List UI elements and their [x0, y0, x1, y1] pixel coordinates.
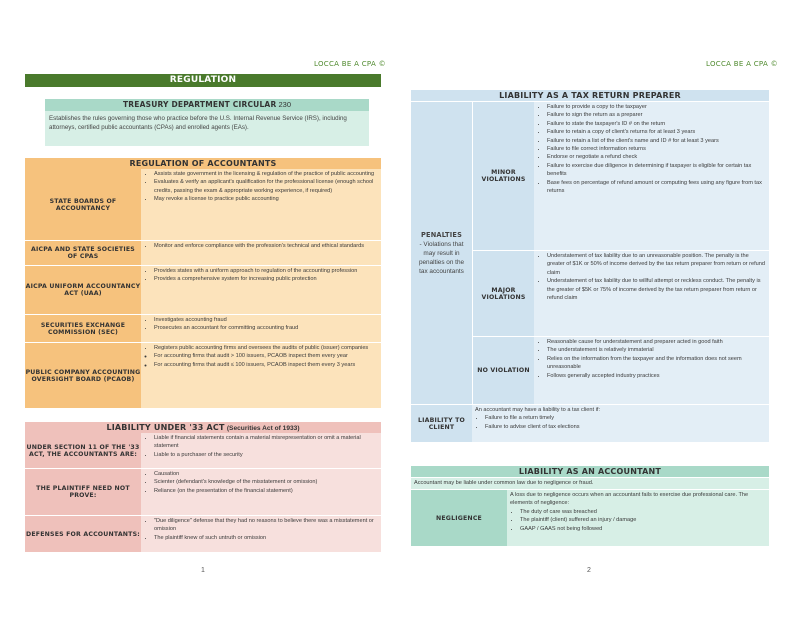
list-item: • Failure to file correct information returns	[547, 145, 766, 153]
liability33-title-bar	[25, 422, 381, 433]
accountants-row-aicpa	[25, 241, 381, 265]
no-violation-label: NO VIOLATION	[473, 337, 534, 404]
treasury-description: Establishes the rules governing those who practice before the U.S. Internal Revenue Service (IRS), including attorneys, certified public accountants (CPAs) and enrolled agents (EAs).	[45, 111, 369, 146]
list-item: • Evaluates & verify an applicant's qualification for the professional license (enough school credits, passing the exam & appropriate working experience, if required)	[154, 178, 378, 195]
list-item: • Investigates accounting fraud	[154, 316, 378, 324]
row-label: STATE BOARDS OF ACCOUNTANCY	[25, 169, 141, 240]
list-item: • Reliance (on the presentation of the financial statement)	[154, 487, 378, 495]
list-item: • Relies on the information from the taxpayer and the information does not seem unreasonable	[547, 355, 766, 372]
list-item: • Failure to retain a copy of client's returns for at least 3 years	[547, 128, 766, 136]
list-item: • Liable to a purchaser of the security	[154, 451, 378, 459]
list-subitem: ◦ For accounting firms that audit > 100 issuers, PCAOB inspect them every year	[154, 352, 378, 360]
accountants-row-pcaob	[25, 343, 381, 408]
treasury-title-bar	[45, 99, 369, 111]
list-item: • Failure to state the taxpayer's ID # on the return	[547, 120, 766, 128]
accountants-row-state-boards	[25, 169, 381, 240]
page-number: 1	[201, 567, 205, 574]
liability33-row-section11	[25, 433, 381, 468]
client-intro: An accountant may have a liability to a tax client if:	[475, 407, 600, 413]
page-number: 2	[587, 567, 591, 574]
list-item: • Scienter (defendant's knowledge of the misstatement or omission)	[154, 478, 378, 486]
list-item: • The plaintiff knew of such untruth or omission	[154, 534, 378, 542]
negligence-row	[411, 490, 769, 546]
liability33-row-defenses	[25, 516, 381, 552]
list-item: • Assists state government in the licensing & regulation of the practice of public accounting	[154, 170, 378, 178]
list-item: • Causation	[154, 470, 378, 478]
treasury-title: TREASURY DEPARTMENT CIRCULAR	[122, 100, 277, 109]
list-item: • Failure to sign the return as a preparer	[547, 111, 766, 119]
penalties-label: PENALTIES	[420, 230, 463, 239]
brand-logo-text: LOCCA BE A CPA ©	[314, 60, 386, 68]
list-item: • Provides a comprehensive system for increasing public protection	[154, 275, 378, 283]
accountant-intro: Accountant may be liable under common law due to negligence or fraud.	[411, 478, 769, 489]
list-item: • "Due diligence" defense that they had no reasons to believe there was a misstatement or omission	[154, 517, 378, 534]
list-item: • Liable if financial statements contain a material misrepresentation or omit a material statement	[154, 434, 378, 451]
brand-logo-text: LOCCA BE A CPA ©	[706, 60, 778, 68]
list-item: • May revoke a license to practice public accounting	[154, 195, 378, 203]
row-label: DEFENSES FOR ACCOUNTANTS:	[25, 516, 141, 552]
liability33-title: LIABILITY UNDER '33 ACT	[106, 423, 225, 432]
minor-label: MINOR VIOLATIONS	[473, 102, 534, 250]
liability33-subtitle: (Securities Act of 1933)	[226, 425, 300, 432]
list-item: • Failure to provide a copy to the taxpayer	[547, 103, 766, 111]
list-item: • Reasonable cause for understatement and preparer acted in good faith	[547, 338, 766, 346]
accountant-title: LIABILITY AS AN ACCOUNTANT	[411, 466, 769, 477]
list-item: • Endorse or negotiate a refund check	[547, 153, 766, 161]
list-item: • Understatement of tax liability due to an unreasonable position. The penalty is the greater of $1K or 50% of income derived by the tax return preparer from return or refund claim	[547, 252, 766, 277]
row-label: SECURITIES EXCHANGE COMMISSION (SEC)	[25, 315, 141, 342]
preparer-title: LIABILITY AS A TAX RETURN PREPARER	[411, 90, 769, 101]
penalties-cell	[411, 102, 472, 404]
list-item: • Failure to retain a list of the client's name and ID # for at least 3 years	[547, 137, 766, 145]
accountants-title: REGULATION OF ACCOUNTANTS	[25, 158, 381, 169]
no-violation-row	[473, 337, 769, 404]
list-item: • The plaintiff (client) suffered an injury / damage	[520, 516, 766, 524]
row-label: THE PLAINTIFF NEED NOT PROVE:	[25, 469, 141, 515]
state-boards-list	[144, 170, 378, 204]
page-2	[397, 0, 794, 635]
row-label: AICPA UNIFORM ACCOUNTANCY ACT (UAA)	[25, 266, 141, 314]
list-item: • Understatement of tax liability due to willful attempt or reckless conduct. The penalty is the greater of $5K or 75% of income derived by the tax return preparer from return or refund claim	[547, 277, 766, 302]
liability-to-client-row	[411, 405, 769, 442]
minor-violations-row	[473, 102, 769, 250]
list-item: • Failure to advise client of tax elections	[485, 423, 766, 431]
row-label: UNDER SECTION 11 OF THE '33 ACT, THE ACCOUNTANTS ARE:	[25, 433, 141, 468]
accountants-row-uaa	[25, 266, 381, 314]
list-item: • Follows generally accepted industry practices	[547, 372, 766, 380]
negligence-description: A loss due to negligence occurs when an accountant fails to exercise due professional care. The elements of negligence:	[510, 492, 749, 507]
liability33-row-plaintiff	[25, 469, 381, 515]
list-subitem: ◦ For accounting firms that audit ≤ 100 issuers, PCAOB inspect them every 3 years	[154, 361, 378, 369]
list-item: • The understatement is relatively immaterial	[547, 346, 766, 354]
major-violations-row	[473, 251, 769, 336]
negligence-label: NEGLIGENCE	[411, 490, 507, 546]
row-label: PUBLIC COMPANY ACCOUNTING OVERSIGHT BOARD (PCAOB)	[25, 343, 141, 408]
penalties-description: - Violations that may result in penalties on the tax accountants	[418, 240, 465, 275]
row-label: AICPA AND STATE SOCIETIES OF CPAS	[25, 241, 141, 265]
list-item: • GAAP / GAAS not being followed	[520, 525, 766, 533]
list-item: • Registers public accounting firms and oversees the audits of public (issuer) companies	[154, 344, 378, 352]
regulation-header: REGULATION	[25, 74, 381, 87]
list-item: • Monitor and enforce compliance with the profession's technical and ethical standards	[154, 242, 378, 250]
list-item: • Base fees on percentage of refund amount or computing fees using any figure from tax returns	[547, 179, 766, 196]
list-item: • The duty of care was breached	[520, 508, 766, 516]
major-label: MAJOR VIOLATIONS	[473, 251, 534, 336]
list-item: • Prosecutes an accountant for committing accounting fraud	[154, 324, 378, 332]
accountants-row-sec	[25, 315, 381, 342]
list-item: • Failure to exercise due diligence in determining if taxpayer is eligible for certain tax benefits	[547, 162, 766, 179]
treasury-number: 230	[278, 100, 292, 109]
client-label: LIABILITY TO CLIENT	[411, 405, 472, 442]
list-item: • Provides states with a uniform approach to regulation of the accounting profession	[154, 267, 378, 275]
list-item: • Failure to file a return timely	[485, 414, 766, 422]
